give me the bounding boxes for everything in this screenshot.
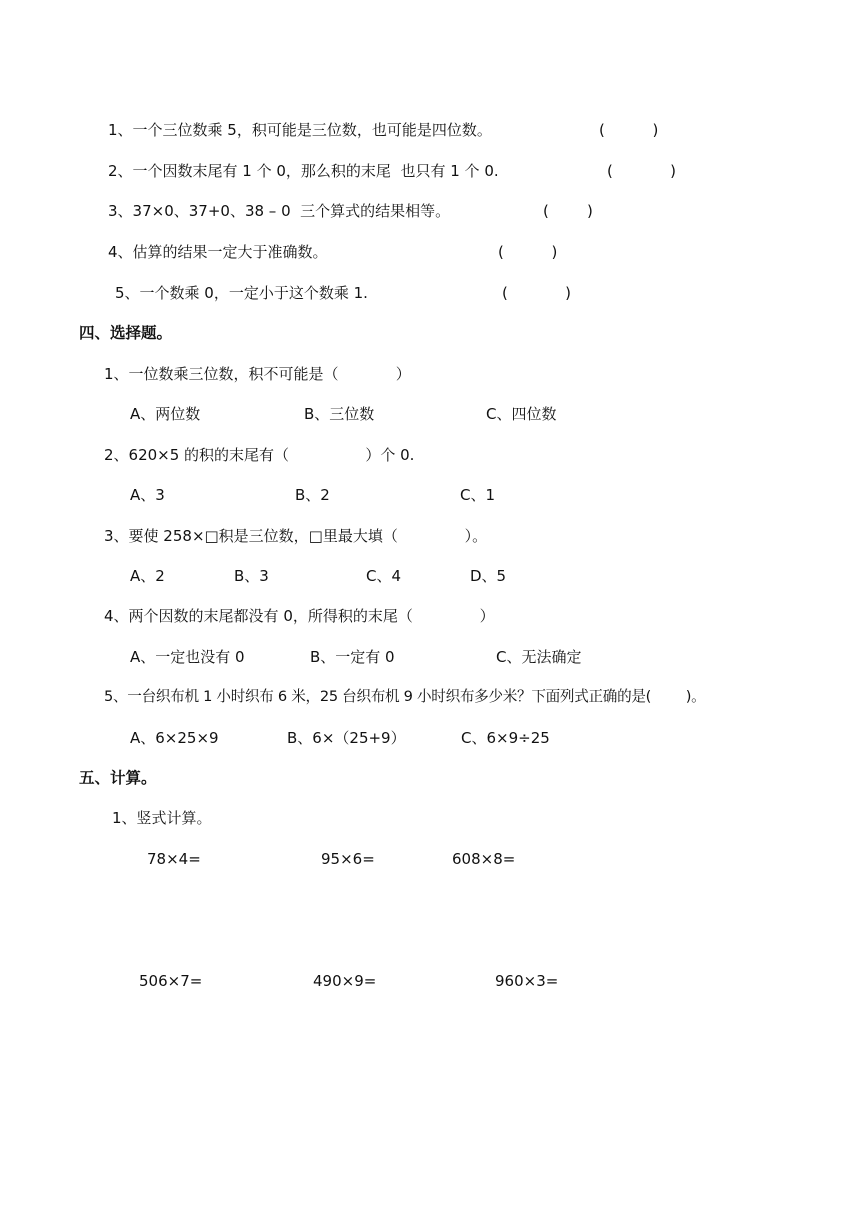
judgment-item-1: 1、一个三位数乘 5，积可能是三位数，也可能是四位数。 [108,121,492,139]
choice-option[interactable]: B、一定有 0 [310,648,395,666]
calculation-problem: 95×6= [321,850,375,868]
choice-option[interactable]: B、3 [234,567,269,585]
judgment-answer-blank-2[interactable]: ( ) [607,162,676,180]
judgment-answer-blank-4[interactable]: ( ) [498,243,558,261]
calculation-subheading: 1、竖式计算。 [112,809,212,827]
calculation-problem: 960×3= [495,972,559,990]
judgment-answer-blank-5[interactable]: ( ) [502,284,571,302]
choice-question-2: 2、620×5 的积的末尾有（ ）个 0. [104,446,415,464]
judgment-item-2: 2、一个因数末尾有 1 个 0，那么积的末尾 也只有 1 个 0. [108,162,499,180]
choice-option[interactable]: D、5 [470,567,507,585]
choice-option[interactable]: B、2 [295,486,330,504]
choice-option[interactable]: C、6×9÷25 [461,729,550,747]
choice-option[interactable]: B、三位数 [304,405,375,423]
choice-question-1: 1、一位数乘三位数，积不可能是（ ） [104,365,411,383]
choice-option[interactable]: A、2 [130,567,165,585]
choice-question-4: 4、两个因数的末尾都没有 0，所得积的末尾（ ） [104,607,495,625]
choice-option[interactable]: C、1 [460,486,496,504]
choice-option[interactable]: A、一定也没有 0 [130,648,245,666]
choice-option[interactable]: A、两位数 [130,405,201,423]
judgment-answer-blank-1[interactable]: ( ) [599,121,659,139]
choice-option[interactable]: C、4 [366,567,402,585]
choice-option[interactable]: A、6×25×9 [130,729,219,747]
calculation-problem: 608×8= [452,850,516,868]
judgment-item-3: 3、37×0、37+0、38 – 0 三个算式的结果相等。 [108,202,451,220]
judgment-item-4: 4、估算的结果一定大于准确数。 [108,243,328,261]
choice-option[interactable]: C、无法确定 [496,648,582,666]
choice-question-5: 5、一台织布机 1 小时织布 6 米，25 台织布机 9 小时织布多少米？下面列式正确的是( )。 [104,688,706,705]
section-heading-choice: 四、选择题。 [79,324,173,342]
choice-option[interactable]: C、四位数 [486,405,557,423]
calculation-problem: 506×7= [139,972,203,990]
section-heading-calculation: 五、计算。 [79,769,157,787]
calculation-problem: 490×9= [313,972,377,990]
calculation-problem: 78×4= [147,850,201,868]
choice-option[interactable]: A、3 [130,486,165,504]
choice-option[interactable]: B、6×（25+9） [287,729,406,747]
choice-question-3: 3、要使 258×□积是三位数，□里最大填（ ）。 [104,527,488,545]
judgment-item-5: 5、一个数乘 0，一定小于这个数乘 1. [115,284,368,302]
judgment-answer-blank-3[interactable]: ( ) [543,202,593,220]
